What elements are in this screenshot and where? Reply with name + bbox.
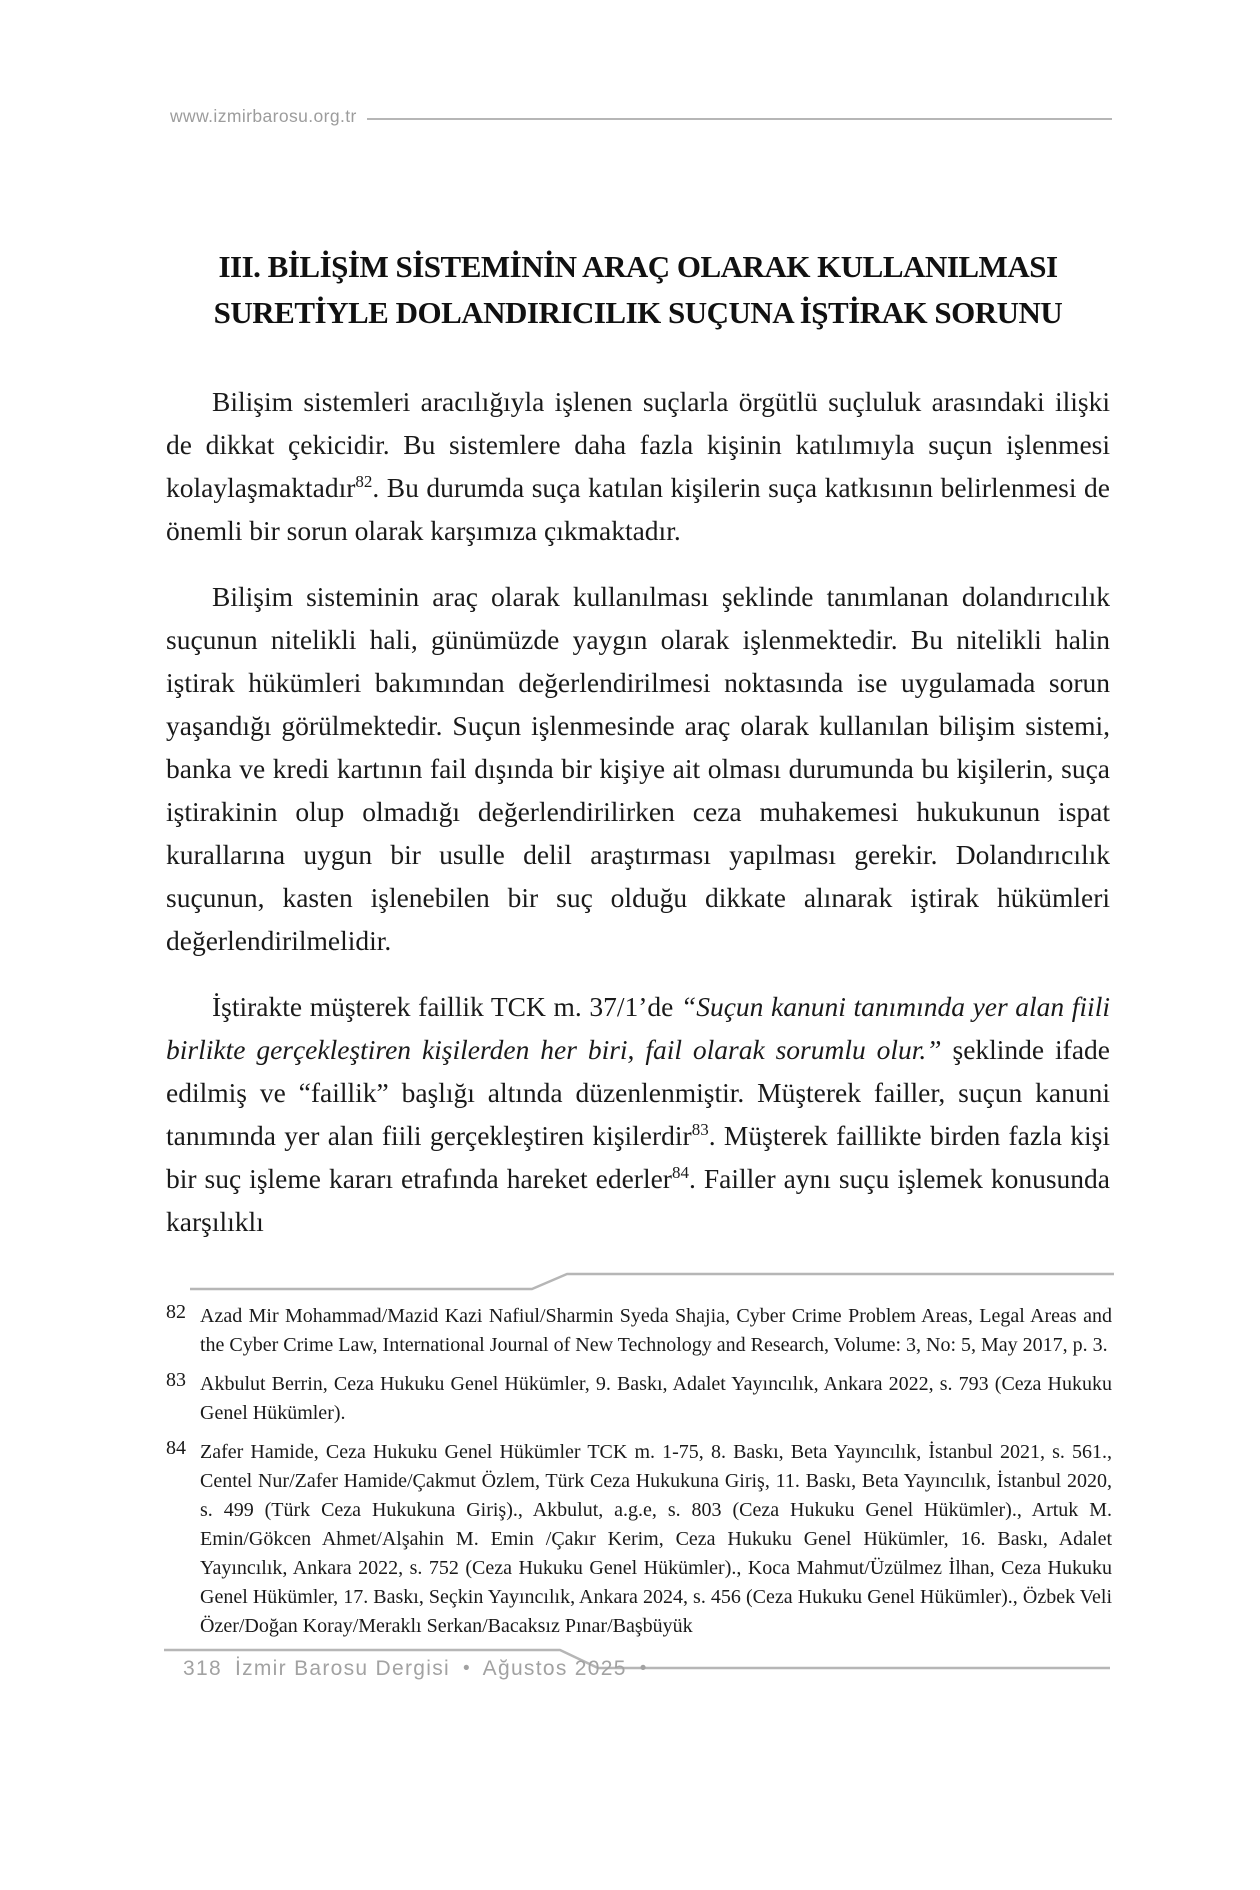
paragraph-1: [166, 380, 1110, 552]
footnote-83: [166, 1370, 1112, 1428]
section-heading: [166, 244, 1110, 336]
section-heading-line2: SURETİYLE DOLANDIRICILIK SUÇUNA İŞTİRAK SORUNU: [213, 295, 1063, 330]
paragraph-3-text-cont2: . Müşterek faillikte birden fazla kişi bir suç işleme kararı etrafında hareket ederler: [166, 1120, 1110, 1194]
footnote-82-text: Azad Mir Mohammad/Mazid Kazi Nafiul/Sharmin Syeda Shajia, Cyber Crime Problem Areas, Legal Areas and the Cyber Crime Law, International Journal of New Technology and Research, Volume: 3, No: 5, May 2017, p. 3.: [200, 1305, 1112, 1356]
footnote-84-number: 84: [166, 1437, 186, 1459]
website-url: www.izmirbarosu.org.tr: [170, 106, 357, 126]
paragraph-3: [166, 985, 1110, 1243]
paragraph-3-text: İştirakte müşterek faillik TCK m. 37/1’de: [212, 991, 681, 1022]
page-number: 318: [183, 1657, 222, 1680]
footer-bullet-2: •: [639, 1658, 647, 1679]
footnote-84: [166, 1438, 1112, 1641]
footnotes-section: [166, 1302, 1112, 1651]
page-footer: [183, 1657, 646, 1681]
paragraph-1-text-cont: . Bu durumda suça katılan kişilerin suça katkısının belirlenmesi de önemli bir sorun olarak karşımıza çıkmaktadır.: [166, 472, 1110, 546]
footnote-83-text: Akbulut Berrin, Ceza Hukuku Genel Hükümler, 9. Baskı, Adalet Yayıncılık, Ankara 2022, s. 793 (Ceza Hukuku Genel Hükümler).: [200, 1373, 1112, 1424]
footnote-ref-82: 82: [355, 472, 373, 491]
issue-date: Ağustos 2025: [482, 1657, 627, 1680]
journal-name: İzmir Barosu Dergisi: [234, 1657, 450, 1680]
footnote-84-text: Zafer Hamide, Ceza Hukuku Genel Hükümler TCK m. 1-75, 8. Baskı, Beta Yayıncılık, İstanbul 2021, s. 561., Centel Nur/Zafer Hamide/Çakmut Özlem, Türk Ceza Hukukuna Giriş, 11. Baskı, Beta Yayıncılık, İstanbul 2020, s. 499 (Türk Ceza Hukukuna Giriş)., Akbulut, a.g.e, s. 803 (Ceza Hukuku Genel Hükümler)., Artuk M. Emin/Gökcen Ahmet/Alşahin M. Emin /Çakır Kerim, Ceza Hukuku Genel Hükümler, 16. Baskı, Adalet Yayıncılık, Ankara 2022, s. 752 (Ceza Hukuku Genel Hükümler)., Koca Mahmut/Üzülmez İlhan, Ceza Hukuku Genel Hükümler, 17. Baskı, Seçkin Yayıncılık, Ankara 2024, s. 456 (Ceza Hukuku Genel Hükümler)., Özbek Veli Özer/Doğan Koray/Meraklı Serkan/Bacaksız Pınar/Başbüyük: [200, 1441, 1112, 1637]
footnote-separator-rule: [190, 1274, 1114, 1289]
paragraph-3-text-cont1: şeklinde ifade edilmiş ve “faillik” başlığı altında düzenlenmiştir. Müşterek failler, suçun kanuni tanımında yer alan fiili gerçekleştiren kişilerdir: [166, 1034, 1110, 1151]
footnote-ref-84: 84: [671, 1163, 689, 1182]
footnote-83-number: 83: [166, 1369, 186, 1391]
paragraph-3-text-cont3: . Failler aynı suçu işlemek konusunda karşılıklı: [166, 1163, 1110, 1237]
footnote-ref-83: 83: [691, 1120, 709, 1139]
paragraph-1-text: Bilişim sistemleri aracılığıyla işlenen suçlarla örgütlü suçluluk arasındaki ilişki de dikkat çekicidir. Bu sistemlere daha fazla kişinin katılımıyla suçun işlenmesi kolaylaşmaktadır: [166, 386, 1110, 503]
header-rule: [367, 118, 1112, 120]
paragraph-2: [166, 575, 1110, 962]
page-header: [170, 106, 1112, 127]
footnote-82: [166, 1302, 1112, 1360]
paragraph-2-text: Bilişim sisteminin araç olarak kullanılması şeklinde tanımlanan dolandırıcılık suçunun nitelikli hali, günümüzde yaygın olarak işlenmektedir. Bu nitelikli halin iştirak hükümleri bakımından değerlendirilmesi noktasında ise uygulamada sorun yaşandığı görülmektedir. Suçun işlenmesinde araç olarak kullanılan bilişim sistemi, banka ve kredi kartının fail dışında bir kişiye ait olması durumunda bu kişilerin, suça iştirakinin olup olmadığı değerlendirilirken ceza muhakemesi hukukunun ispat kurallarına uygun bir usulle delil araştırması yapılması gerekir. Dolandırıcılık suçunun, kasten işlenebilen bir suç olduğu dikkate alınarak iştirak hükümleri değerlendirilmelidir.: [166, 581, 1110, 956]
section-heading-line1: III. BİLİŞİM SİSTEMİNİN ARAÇ OLARAK KULLANILMASI: [218, 249, 1058, 284]
footnote-82-number: 82: [166, 1301, 186, 1323]
footer-bullet-1: •: [463, 1658, 470, 1679]
article-body: [166, 244, 1110, 1266]
statute-quote: “Suçun kanuni tanımında yer alan fiili birlikte gerçekleştiren kişilerden her biri, fail olarak sorumlu olur.”: [166, 991, 1110, 1065]
